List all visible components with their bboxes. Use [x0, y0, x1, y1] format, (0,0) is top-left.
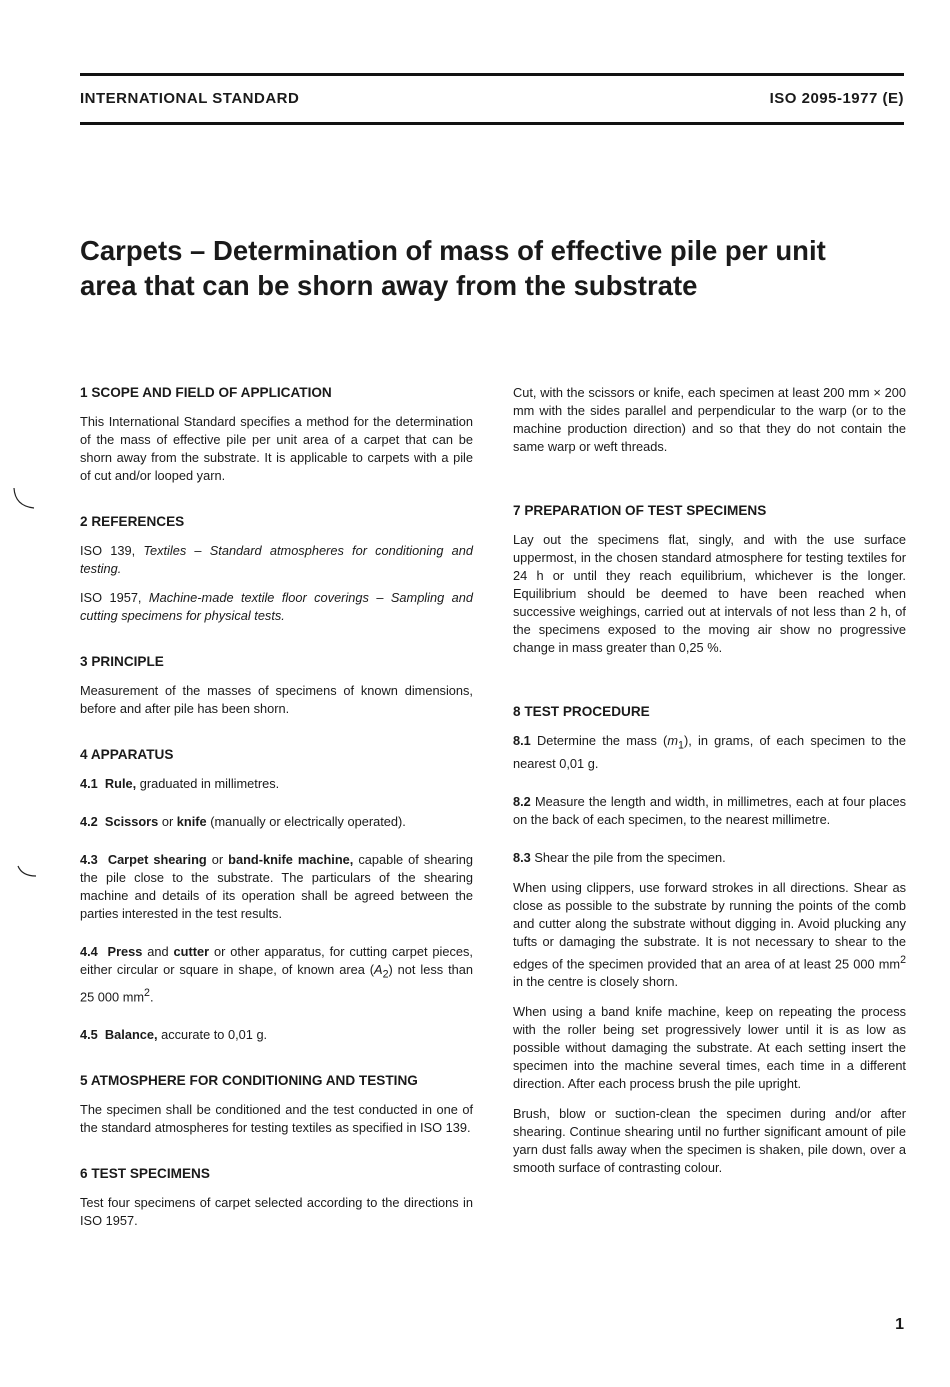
standard-number: ISO 2095-1977 (E)	[769, 90, 904, 107]
title-line-1: Carpets – Determination of mass of effective pile per unit	[80, 235, 826, 266]
section-heading: 1 SCOPE AND FIELD OF APPLICATION	[80, 385, 332, 400]
reference-item: ISO 139, Textiles – Standard atmospheres for conditioning and testing.	[80, 543, 473, 576]
title-line-2: area that can be shorn away from the substrate	[80, 270, 698, 301]
standard-label: INTERNATIONAL STANDARD	[80, 90, 300, 107]
paragraph: Lay out the specimens flat, singly, and with the use surface uppermost, in the chosen standard atmosphere for testing textiles for 24 h or until they reach equilibrium, whichever is the longer. Equilibrium should be deemed to have been reached when successive weighings, carried out at intervals of not less than 2 h, of the specimens exposed to the moving air show no progressive change in mass greater than 0,25 %.	[513, 532, 906, 655]
top-rule	[80, 73, 904, 76]
apparatus-item: 4.3 Carpet shearing or band-knife machine, capable of shearing the pile close to the substrate. The particulars of the shearing machine and details of its operation shall be agreed between the parties interested in the test results.	[80, 852, 473, 921]
section-heading: 4 APPARATUS	[80, 747, 174, 762]
reference-item: ISO 1957, Machine-made textile floor coverings – Sampling and cutting specimens for physical tests.	[80, 590, 473, 623]
apparatus-item: 4.1 Rule, graduated in millimetres.	[80, 776, 280, 791]
paragraph: This International Standard specifies a method for the determination of the mass of effective pile per unit area of a carpet that can be shorn away from the substrate. It is applicable to carpets with a pile of cut and/or looped yarn.	[80, 414, 473, 483]
paragraph: The specimen shall be conditioned and the test conducted in one of the standard atmospheres for testing textiles as specified in ISO 139.	[80, 1101, 473, 1135]
margin-bracket-mark	[10, 486, 38, 512]
margin-bracket-mark	[16, 864, 40, 880]
section-heading: 7 PREPARATION OF TEST SPECIMENS	[513, 503, 767, 518]
apparatus-item: 4.4 Press and cutter or other apparatus, for cutting carpet pieces, either circular or square in shape, of known area $(A_2)$ not less than 25 000 $mm^2$.	[80, 944, 473, 1004]
section-heading: 5 ATMOSPHERE FOR CONDITIONING AND TESTING	[80, 1072, 418, 1088]
section-heading: 6 TEST SPECIMENS	[80, 1165, 210, 1181]
section-heading: 2 REFERENCES	[80, 514, 185, 529]
procedure-step: 8.2 Measure the length and width, in millimetres, each at four places on the back of each specimen, to the nearest millimetre.	[513, 793, 906, 827]
apparatus-item: 4.5 Balance, accurate to 0,01 g.	[80, 1026, 268, 1042]
right-column	[513, 384, 906, 1177]
paragraph: When using a band knife machine, keep on repeating the process with the roller being set progressively lower until it is as low as possible without damaging the substrate. At each setting insert the specimen into the machine several times, each time in a different direction. After each process brush the pile upright.	[513, 1003, 906, 1091]
paragraph: When using clippers, use forward strokes in all directions. Shear as close as possible to the substrate by running the points of the comb and cutter along the substrate without digging in. Avoid plucking any tufts or damaging the substrate. It is not necessary to shear to the edges of the specimen provided that an area of at least 25 000 $mm^2$ in the centre is closely shorn.	[513, 879, 906, 989]
paragraph: Measurement of the masses of specimens of known dimensions, before and after pile has been shorn.	[80, 683, 473, 716]
header-rule	[80, 122, 904, 125]
paragraph: Brush, blow or suction-clean the specimen during and/or after shearing. Continue shearing until no further significant amount of pile yarn dust falls away when the specimen is shaken, pile down, over a smooth surface of contrasting colour.	[513, 1105, 906, 1175]
section-heading: 8 TEST PROCEDURE	[513, 704, 650, 719]
paragraph: Test four specimens of carpet selected according to the directions in ISO 1957.	[80, 1194, 473, 1228]
paragraph: Cut, with the scissors or knife, each specimen at least 200 mm × 200 mm with the sides parallel and perpendicular to the warp (or to the machine production direction) and so that they do not contain the same warp or weft threads.	[513, 385, 906, 454]
page-number: 1	[895, 1316, 904, 1333]
section-heading: 3 PRINCIPLE	[80, 654, 164, 669]
document-title	[80, 233, 900, 303]
procedure-step: 8.1 Determine the mass $(m_1)$, in grams, of each specimen to the nearest 0,01 g.	[513, 733, 906, 771]
left-column	[80, 384, 473, 1230]
apparatus-item: 4.2 Scissors or knife (manually or electrically operated).	[80, 814, 406, 829]
procedure-step: 8.3 Shear the pile from the specimen.	[513, 849, 726, 865]
